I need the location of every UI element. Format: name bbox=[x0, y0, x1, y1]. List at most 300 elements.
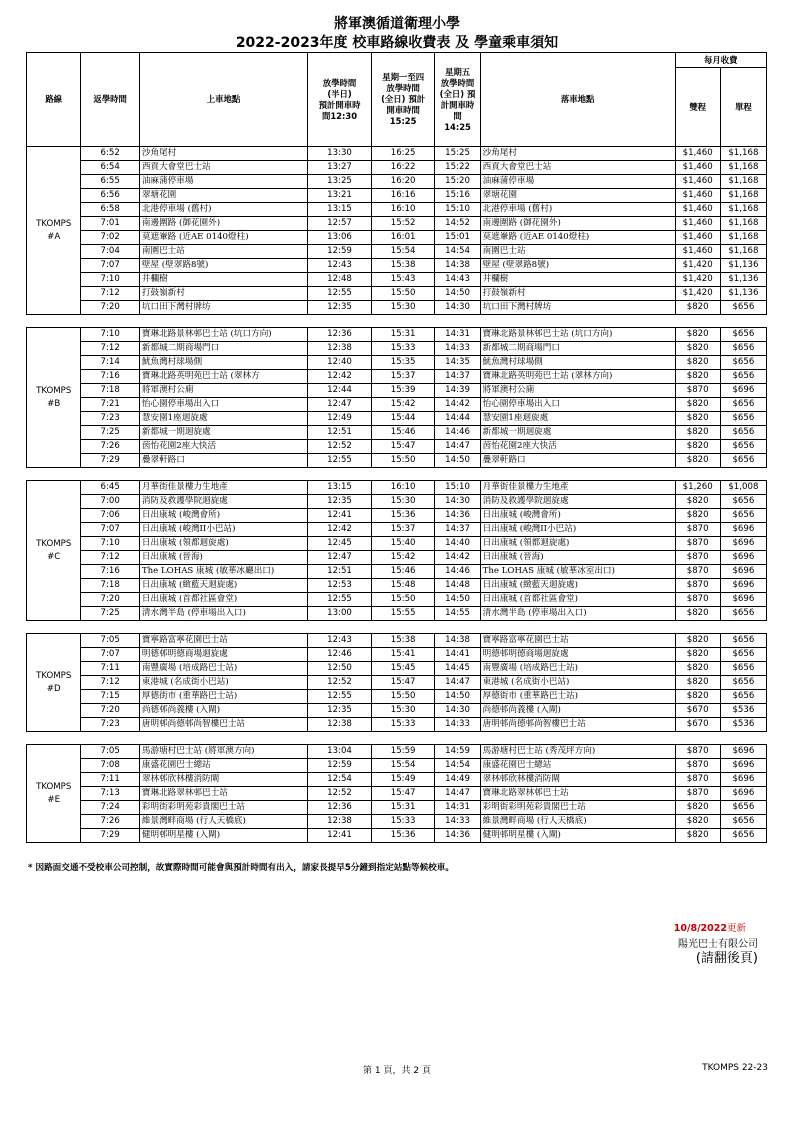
dropoff-cell: 油麻蒲停車場 bbox=[480, 175, 675, 189]
round-trip-fee-cell: $820 bbox=[675, 662, 720, 676]
am-time-cell: 6:56 bbox=[81, 189, 140, 203]
mon-thu-time-cell: 15:30 bbox=[371, 704, 435, 718]
mon-thu-time-cell: 15:31 bbox=[371, 801, 435, 815]
table-row bbox=[27, 259, 767, 273]
half-day-time-cell: 12:50 bbox=[308, 662, 372, 676]
mon-thu-time-cell: 15:33 bbox=[371, 815, 435, 829]
group-separator bbox=[27, 468, 767, 481]
mon-thu-time-cell: 15:50 bbox=[371, 287, 435, 301]
half-day-time-cell: 13:04 bbox=[308, 745, 372, 759]
fri-time-cell: 14:47 bbox=[435, 787, 480, 801]
half-day-time-cell: 13:27 bbox=[308, 161, 372, 175]
half-day-time-cell: 12:51 bbox=[308, 565, 372, 579]
am-time-cell: 7:01 bbox=[81, 217, 140, 231]
header-single-trip: 單程 bbox=[720, 68, 766, 147]
mon-thu-time-cell: 16:16 bbox=[371, 189, 435, 203]
table-row bbox=[27, 440, 767, 454]
mon-thu-time-cell: 16:10 bbox=[371, 203, 435, 217]
half-day-time-cell: 12:43 bbox=[308, 634, 372, 648]
table-row bbox=[27, 704, 767, 718]
am-time-cell: 7:16 bbox=[81, 370, 140, 384]
document-code: TKOMPS 22-23 bbox=[702, 1063, 768, 1073]
single-trip-fee-cell: $1,168 bbox=[720, 231, 766, 245]
fri-time-cell: 15:10 bbox=[435, 481, 480, 495]
mon-thu-time-cell: 15:49 bbox=[371, 773, 435, 787]
am-time-cell: 7:29 bbox=[81, 454, 140, 468]
round-trip-fee-cell: $820 bbox=[675, 634, 720, 648]
am-time-cell: 7:05 bbox=[81, 745, 140, 759]
pickup-cell: 日出康城 (首都社區會堂) bbox=[139, 593, 307, 607]
table-row bbox=[27, 509, 767, 523]
fri-time-cell: 15:22 bbox=[435, 161, 480, 175]
dropoff-cell: 沙角尾村 bbox=[480, 147, 675, 161]
fri-time-cell: 15:16 bbox=[435, 189, 480, 203]
dropoff-cell: 疊翠軒路口 bbox=[480, 454, 675, 468]
half-day-time-cell: 12:55 bbox=[308, 690, 372, 704]
fri-time-cell: 14:50 bbox=[435, 593, 480, 607]
pickup-cell: 唐明邨尚德邨尚智樓巴士站 bbox=[139, 718, 307, 732]
dropoff-cell: 東港城 (名成街小巴站) bbox=[480, 676, 675, 690]
mon-thu-time-cell: 15:50 bbox=[371, 454, 435, 468]
pickup-cell: The LOHAS 康城 (敏華冰廳出口) bbox=[139, 565, 307, 579]
am-time-cell: 7:26 bbox=[81, 815, 140, 829]
dropoff-cell: 寶琳北路英明苑巴士站 (翠林方向) bbox=[480, 370, 675, 384]
single-trip-fee-cell: $656 bbox=[720, 398, 766, 412]
round-trip-fee-cell: $820 bbox=[675, 801, 720, 815]
route-code-cell: TKOMPS #D bbox=[27, 634, 81, 732]
table-row bbox=[27, 426, 767, 440]
table-row bbox=[27, 523, 767, 537]
half-day-time-cell: 13:06 bbox=[308, 231, 372, 245]
single-trip-fee-cell: $656 bbox=[720, 412, 766, 426]
header-fri: 星期五 放學時間 (全日) 預 計開車時 間 14:25 bbox=[435, 53, 480, 147]
pickup-cell: 新都城二期商場門口 bbox=[139, 342, 307, 356]
fri-time-cell: 15:10 bbox=[435, 203, 480, 217]
mon-thu-time-cell: 15:54 bbox=[371, 245, 435, 259]
single-trip-fee-cell: $696 bbox=[720, 759, 766, 773]
round-trip-fee-cell: $870 bbox=[675, 523, 720, 537]
round-trip-fee-cell: $870 bbox=[675, 537, 720, 551]
table-row bbox=[27, 829, 767, 843]
round-trip-fee-cell: $820 bbox=[675, 301, 720, 315]
single-trip-fee-cell: $696 bbox=[720, 384, 766, 398]
pickup-cell: 日出康城 (領都迴旋處) bbox=[139, 537, 307, 551]
table-row bbox=[27, 495, 767, 509]
mon-thu-time-cell: 16:10 bbox=[371, 481, 435, 495]
pickup-cell: 翠林邨欣林樓消防閘 bbox=[139, 773, 307, 787]
half-day-time-cell: 12:36 bbox=[308, 801, 372, 815]
table-row bbox=[27, 147, 767, 161]
table-row bbox=[27, 481, 767, 495]
round-trip-fee-cell: $820 bbox=[675, 509, 720, 523]
table-row bbox=[27, 676, 767, 690]
am-time-cell: 7:05 bbox=[81, 634, 140, 648]
round-trip-fee-cell: $820 bbox=[675, 370, 720, 384]
route-code-cell: TKOMPS #B bbox=[27, 328, 81, 468]
mon-thu-time-cell: 15:38 bbox=[371, 634, 435, 648]
table-row bbox=[27, 787, 767, 801]
table-row bbox=[27, 454, 767, 468]
route-code-cell: TKOMPS #A bbox=[27, 147, 81, 315]
single-trip-fee-cell: $656 bbox=[720, 301, 766, 315]
pickup-cell: 南圍巴士站 bbox=[139, 245, 307, 259]
pickup-cell: 壁屋 (壁翠路8號) bbox=[139, 259, 307, 273]
round-trip-fee-cell: $870 bbox=[675, 773, 720, 787]
single-trip-fee-cell: $656 bbox=[720, 634, 766, 648]
round-trip-fee-cell: $870 bbox=[675, 745, 720, 759]
round-trip-fee-cell: $820 bbox=[675, 356, 720, 370]
am-time-cell: 7:10 bbox=[81, 273, 140, 287]
table-row bbox=[27, 690, 767, 704]
mon-thu-time-cell: 15:45 bbox=[371, 662, 435, 676]
single-trip-fee-cell: $656 bbox=[720, 328, 766, 342]
mon-thu-time-cell: 16:01 bbox=[371, 231, 435, 245]
half-day-time-cell: 12:38 bbox=[308, 342, 372, 356]
am-time-cell: 7:08 bbox=[81, 759, 140, 773]
table-row bbox=[27, 175, 767, 189]
table-row bbox=[27, 412, 767, 426]
am-time-cell: 7:23 bbox=[81, 718, 140, 732]
header-pickup: 上車地點 bbox=[139, 53, 307, 147]
single-trip-fee-cell: $656 bbox=[720, 509, 766, 523]
pickup-cell: 康盛花園巴士總站 bbox=[139, 759, 307, 773]
table-row bbox=[27, 662, 767, 676]
mon-thu-time-cell: 15:52 bbox=[371, 217, 435, 231]
route-code-cell: TKOMPS #C bbox=[27, 481, 81, 621]
half-day-time-cell: 12:59 bbox=[308, 759, 372, 773]
pickup-cell: 寶琳北路翠林邨巴士站 bbox=[139, 787, 307, 801]
single-trip-fee-cell: $656 bbox=[720, 690, 766, 704]
fri-time-cell: 14:38 bbox=[435, 634, 480, 648]
school-name-title: 將軍澳循道衛理小學 bbox=[334, 16, 460, 32]
pickup-cell: 南邊圍路 (御花園外) bbox=[139, 217, 307, 231]
pickup-cell: 新都城一期迴旋處 bbox=[139, 426, 307, 440]
half-day-time-cell: 12:44 bbox=[308, 384, 372, 398]
round-trip-fee-cell: $1,420 bbox=[675, 259, 720, 273]
fri-time-cell: 14:30 bbox=[435, 495, 480, 509]
mon-thu-time-cell: 15:41 bbox=[371, 648, 435, 662]
update-stamp bbox=[674, 920, 746, 934]
fri-time-cell: 14:31 bbox=[435, 328, 480, 342]
fri-time-cell: 14:38 bbox=[435, 259, 480, 273]
am-time-cell: 7:07 bbox=[81, 648, 140, 662]
pickup-cell: 翠塘花園 bbox=[139, 189, 307, 203]
am-time-cell: 7:07 bbox=[81, 523, 140, 537]
pickup-cell: 將軍澳村公廁 bbox=[139, 384, 307, 398]
mon-thu-time-cell: 15:40 bbox=[371, 537, 435, 551]
half-day-time-cell: 13:30 bbox=[308, 147, 372, 161]
pickup-cell: 日出康城 (峻灣會所) bbox=[139, 509, 307, 523]
route-code-cell: TKOMPS #E bbox=[27, 745, 81, 843]
table-row bbox=[27, 718, 767, 732]
single-trip-fee-cell: $1,136 bbox=[720, 273, 766, 287]
round-trip-fee-cell: $820 bbox=[675, 440, 720, 454]
dropoff-cell: 將軍澳村公廁 bbox=[480, 384, 675, 398]
header-am-time: 返學時間 bbox=[81, 53, 140, 147]
table-row bbox=[27, 759, 767, 773]
single-trip-fee-cell: $656 bbox=[720, 440, 766, 454]
pickup-cell: 沙角尾村 bbox=[139, 147, 307, 161]
half-day-time-cell: 12:35 bbox=[308, 495, 372, 509]
half-day-time-cell: 12:38 bbox=[308, 815, 372, 829]
round-trip-fee-cell: $820 bbox=[675, 648, 720, 662]
dropoff-cell: 翠林邨欣林樓消防閘 bbox=[480, 773, 675, 787]
am-time-cell: 7:10 bbox=[81, 537, 140, 551]
round-trip-fee-cell: $870 bbox=[675, 593, 720, 607]
table-row bbox=[27, 356, 767, 370]
am-time-cell: 7:25 bbox=[81, 607, 140, 621]
single-trip-fee-cell: $656 bbox=[720, 662, 766, 676]
fri-time-cell: 14:47 bbox=[435, 676, 480, 690]
fri-time-cell: 14:50 bbox=[435, 690, 480, 704]
fri-time-cell: 14:49 bbox=[435, 773, 480, 787]
table-row bbox=[27, 203, 767, 217]
single-trip-fee-cell: $536 bbox=[720, 704, 766, 718]
half-day-time-cell: 12:55 bbox=[308, 593, 372, 607]
pickup-cell: 寶琳北路景林邨巴士站 (坑口方向) bbox=[139, 328, 307, 342]
mon-thu-time-cell: 15:31 bbox=[371, 328, 435, 342]
dropoff-cell: 唐明邨尚德邨尚智樓巴士站 bbox=[480, 718, 675, 732]
round-trip-fee-cell: $820 bbox=[675, 426, 720, 440]
half-day-time-cell: 12:53 bbox=[308, 579, 372, 593]
round-trip-fee-cell: $820 bbox=[675, 676, 720, 690]
am-time-cell: 7:20 bbox=[81, 301, 140, 315]
single-trip-fee-cell: $1,168 bbox=[720, 161, 766, 175]
table-row bbox=[27, 245, 767, 259]
fri-time-cell: 14:50 bbox=[435, 287, 480, 301]
fri-time-cell: 14:45 bbox=[435, 662, 480, 676]
single-trip-fee-cell: $1,136 bbox=[720, 259, 766, 273]
single-trip-fee-cell: $656 bbox=[720, 342, 766, 356]
dropoff-cell: 日出康城 (首都社區會堂) bbox=[480, 593, 675, 607]
dropoff-cell: 寶琳北路景林邨巴士站 (坑口方向) bbox=[480, 328, 675, 342]
table-row bbox=[27, 551, 767, 565]
single-trip-fee-cell: $656 bbox=[720, 495, 766, 509]
half-day-time-cell: 12:40 bbox=[308, 356, 372, 370]
half-day-time-cell: 12:47 bbox=[308, 398, 372, 412]
single-trip-fee-cell: $656 bbox=[720, 815, 766, 829]
single-trip-fee-cell: $696 bbox=[720, 551, 766, 565]
half-day-time-cell: 12:59 bbox=[308, 245, 372, 259]
round-trip-fee-cell: $820 bbox=[675, 829, 720, 843]
mon-thu-time-cell: 15:37 bbox=[371, 370, 435, 384]
mon-thu-time-cell: 15:42 bbox=[371, 398, 435, 412]
table-row bbox=[27, 328, 767, 342]
fri-time-cell: 14:36 bbox=[435, 509, 480, 523]
single-trip-fee-cell: $1,168 bbox=[720, 203, 766, 217]
single-trip-fee-cell: $696 bbox=[720, 523, 766, 537]
pickup-cell: 日出康城 (晉海) bbox=[139, 551, 307, 565]
table-row bbox=[27, 301, 767, 315]
mon-thu-time-cell: 15:55 bbox=[371, 607, 435, 621]
fri-time-cell: 14:46 bbox=[435, 426, 480, 440]
am-time-cell: 7:12 bbox=[81, 551, 140, 565]
company-name: 陽光巴士有限公司 bbox=[678, 939, 758, 950]
mon-thu-time-cell: 15:30 bbox=[371, 301, 435, 315]
round-trip-fee-cell: $820 bbox=[675, 412, 720, 426]
round-trip-fee-cell: $1,460 bbox=[675, 203, 720, 217]
mon-thu-time-cell: 15:44 bbox=[371, 412, 435, 426]
am-time-cell: 7:12 bbox=[81, 287, 140, 301]
half-day-time-cell: 12:35 bbox=[308, 704, 372, 718]
table-row bbox=[27, 398, 767, 412]
document-subtitle: 2022-2023年度 校車路線收費表 及 學童乘車須知 bbox=[235, 35, 559, 51]
header-round-trip: 雙程 bbox=[675, 68, 720, 147]
page-number: 第 1 頁，共 2 頁 bbox=[363, 1066, 431, 1076]
half-day-time-cell: 12:36 bbox=[308, 328, 372, 342]
am-time-cell: 7:21 bbox=[81, 398, 140, 412]
fri-time-cell: 15:20 bbox=[435, 175, 480, 189]
half-day-time-cell: 12:47 bbox=[308, 551, 372, 565]
am-time-cell: 7:11 bbox=[81, 662, 140, 676]
footnote: * 因路面交通不受校車公司控制，故實際時間可能會與預計時間有出入，請家長提早5分鐘到指定站點等候校車。 bbox=[28, 863, 454, 873]
mon-thu-time-cell: 15:42 bbox=[371, 551, 435, 565]
single-trip-fee-cell: $656 bbox=[720, 370, 766, 384]
dropoff-cell: 南邊圍路 (御花園外) bbox=[480, 217, 675, 231]
pickup-cell: 維景灣畔商場 (行人天橋底) bbox=[139, 815, 307, 829]
am-time-cell: 7:16 bbox=[81, 565, 140, 579]
pickup-cell: 疊翠軒路口 bbox=[139, 454, 307, 468]
dropoff-cell: 康盛花園巴士總站 bbox=[480, 759, 675, 773]
am-time-cell: 7:04 bbox=[81, 245, 140, 259]
fri-time-cell: 14:47 bbox=[435, 440, 480, 454]
pickup-cell: 消防及救護學院迴旋處 bbox=[139, 495, 307, 509]
mon-thu-time-cell: 15:36 bbox=[371, 829, 435, 843]
fri-time-cell: 14:42 bbox=[435, 398, 480, 412]
pickup-cell: 坑口田下灣村牌坊 bbox=[139, 301, 307, 315]
dropoff-cell: 馬游塘村巴士站 (秀茂坪方向) bbox=[480, 745, 675, 759]
pickup-cell: 打鼓嶺新村 bbox=[139, 287, 307, 301]
half-day-time-cell: 12:48 bbox=[308, 273, 372, 287]
single-trip-fee-cell: $656 bbox=[720, 607, 766, 621]
single-trip-fee-cell: $1,168 bbox=[720, 147, 766, 161]
pickup-cell: 怡心園停車場出入口 bbox=[139, 398, 307, 412]
mon-thu-time-cell: 16:22 bbox=[371, 161, 435, 175]
mon-thu-time-cell: 15:54 bbox=[371, 759, 435, 773]
am-time-cell: 6:45 bbox=[81, 481, 140, 495]
round-trip-fee-cell: $670 bbox=[675, 704, 720, 718]
single-trip-fee-cell: $696 bbox=[720, 745, 766, 759]
round-trip-fee-cell: $820 bbox=[675, 342, 720, 356]
half-day-time-cell: 13:15 bbox=[308, 203, 372, 217]
single-trip-fee-cell: $536 bbox=[720, 718, 766, 732]
am-time-cell: 7:14 bbox=[81, 356, 140, 370]
single-trip-fee-cell: $656 bbox=[720, 356, 766, 370]
dropoff-cell: 壁屋 (壁翠路8號) bbox=[480, 259, 675, 273]
table-row bbox=[27, 745, 767, 759]
turn-over-note: (請翻後頁) bbox=[695, 951, 758, 966]
single-trip-fee-cell: $696 bbox=[720, 593, 766, 607]
dropoff-cell: 北港停車場 (舊村) bbox=[480, 203, 675, 217]
single-trip-fee-cell: $696 bbox=[720, 773, 766, 787]
single-trip-fee-cell: $696 bbox=[720, 579, 766, 593]
dropoff-cell: 打鼓嶺新村 bbox=[480, 287, 675, 301]
dropoff-cell: 西貢大會堂巴士站 bbox=[480, 161, 675, 175]
half-day-time-cell: 13:00 bbox=[308, 607, 372, 621]
fri-time-cell: 14:33 bbox=[435, 815, 480, 829]
mon-thu-time-cell: 15:35 bbox=[371, 356, 435, 370]
dropoff-cell: 莫遮輋路 (近AE 0140燈柱) bbox=[480, 231, 675, 245]
round-trip-fee-cell: $820 bbox=[675, 607, 720, 621]
half-day-time-cell: 13:25 bbox=[308, 175, 372, 189]
half-day-time-cell: 12:41 bbox=[308, 829, 372, 843]
header-route: 路線 bbox=[27, 53, 81, 147]
am-time-cell: 7:18 bbox=[81, 579, 140, 593]
am-time-cell: 7:20 bbox=[81, 704, 140, 718]
round-trip-fee-cell: $1,460 bbox=[675, 217, 720, 231]
round-trip-fee-cell: $1,460 bbox=[675, 189, 720, 203]
round-trip-fee-cell: $670 bbox=[675, 718, 720, 732]
mon-thu-time-cell: 15:38 bbox=[371, 259, 435, 273]
dropoff-cell: 新都城一期迴旋處 bbox=[480, 426, 675, 440]
fri-time-cell: 14:30 bbox=[435, 301, 480, 315]
dropoff-cell: 南圍巴士站 bbox=[480, 245, 675, 259]
pickup-cell: 馬游塘村巴士站 (將軍澳方向) bbox=[139, 745, 307, 759]
mon-thu-time-cell: 15:48 bbox=[371, 579, 435, 593]
single-trip-fee-cell: $656 bbox=[720, 676, 766, 690]
dropoff-cell: 魷魚灣村球場側 bbox=[480, 356, 675, 370]
fri-time-cell: 14:54 bbox=[435, 759, 480, 773]
mon-thu-time-cell: 15:46 bbox=[371, 426, 435, 440]
table-row bbox=[27, 579, 767, 593]
fri-time-cell: 14:31 bbox=[435, 801, 480, 815]
am-time-cell: 6:52 bbox=[81, 147, 140, 161]
round-trip-fee-cell: $820 bbox=[675, 454, 720, 468]
half-day-time-cell: 12:52 bbox=[308, 676, 372, 690]
pickup-cell: 西貢大會堂巴士站 bbox=[139, 161, 307, 175]
table-row bbox=[27, 648, 767, 662]
table-row bbox=[27, 189, 767, 203]
pickup-cell: 寶琳北路英明苑巴士站 (翠林方 bbox=[139, 370, 307, 384]
mon-thu-time-cell: 15:50 bbox=[371, 690, 435, 704]
pickup-cell: 清水灣半島 (停車場出入口) bbox=[139, 607, 307, 621]
mon-thu-time-cell: 15:33 bbox=[371, 342, 435, 356]
dropoff-cell: 茵怡花園2座大快活 bbox=[480, 440, 675, 454]
round-trip-fee-cell: $1,260 bbox=[675, 481, 720, 495]
am-time-cell: 7:06 bbox=[81, 509, 140, 523]
pickup-cell: 茵怡花園2座大快活 bbox=[139, 440, 307, 454]
fri-time-cell: 14:43 bbox=[435, 273, 480, 287]
dropoff-cell: 慧安園1座迴旋處 bbox=[480, 412, 675, 426]
dropoff-cell: 翠塘花園 bbox=[480, 189, 675, 203]
single-trip-fee-cell: $656 bbox=[720, 454, 766, 468]
dropoff-cell: 彩明街彩明苑彩貴閣巴士站 bbox=[480, 801, 675, 815]
half-day-time-cell: 12:45 bbox=[308, 537, 372, 551]
half-day-time-cell: 12:41 bbox=[308, 509, 372, 523]
fri-time-cell: 15:01 bbox=[435, 231, 480, 245]
dropoff-cell: 日出康城 (峻灣II小巴站) bbox=[480, 523, 675, 537]
mon-thu-time-cell: 15:43 bbox=[371, 273, 435, 287]
round-trip-fee-cell: $1,420 bbox=[675, 287, 720, 301]
dropoff-cell: 健明邨明星樓 (入閘) bbox=[480, 829, 675, 843]
header-dropoff: 落車地點 bbox=[480, 53, 675, 147]
mon-thu-time-cell: 15:36 bbox=[371, 509, 435, 523]
pickup-cell: 油麻蒲停車場 bbox=[139, 175, 307, 189]
group-separator bbox=[27, 621, 767, 634]
bus-schedule-table bbox=[26, 52, 767, 843]
fri-time-cell: 14:59 bbox=[435, 745, 480, 759]
dropoff-cell: 日出康城 (領都迴旋處) bbox=[480, 537, 675, 551]
fri-time-cell: 14:41 bbox=[435, 648, 480, 662]
group-separator bbox=[27, 315, 767, 328]
pickup-cell: 寶寧路富寧花園巴士站 bbox=[139, 634, 307, 648]
fri-time-cell: 14:55 bbox=[435, 607, 480, 621]
half-day-time-cell: 12:57 bbox=[308, 217, 372, 231]
round-trip-fee-cell: $820 bbox=[675, 495, 720, 509]
half-day-time-cell: 12:55 bbox=[308, 454, 372, 468]
table-row bbox=[27, 565, 767, 579]
pickup-cell: 厚德街市 (重華路巴士站) bbox=[139, 690, 307, 704]
